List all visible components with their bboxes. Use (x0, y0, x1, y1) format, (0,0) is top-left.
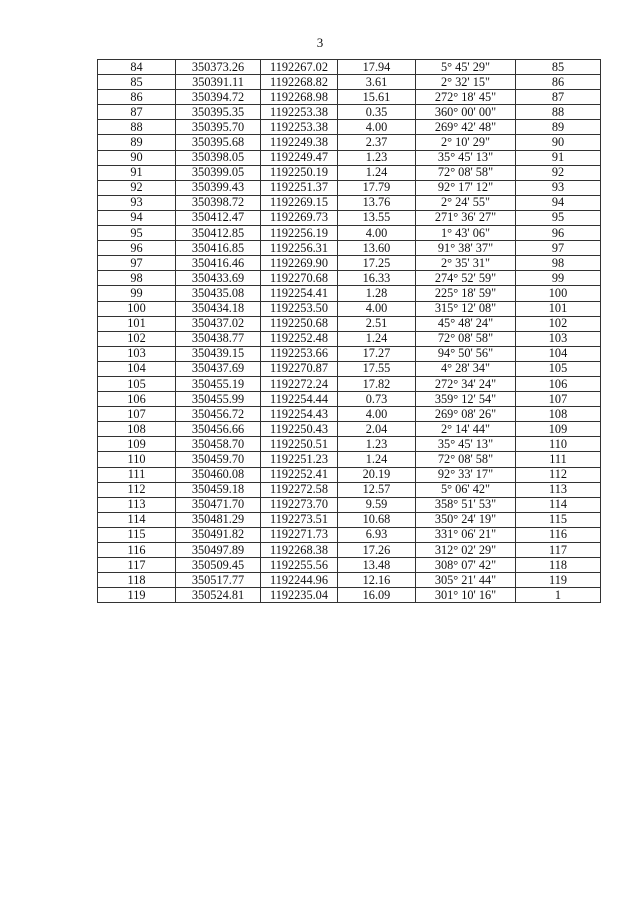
distance-cell: 4.00 (338, 120, 416, 135)
x-coordinate-cell: 350455.19 (176, 376, 261, 391)
point-number-cell: 113 (98, 497, 176, 512)
point-number-cell: 91 (98, 165, 176, 180)
y-coordinate-cell: 1192235.04 (261, 588, 338, 603)
point-number-cell: 95 (98, 226, 176, 241)
distance-cell: 13.55 (338, 210, 416, 225)
table-row (98, 60, 601, 75)
table-row (98, 376, 601, 391)
x-coordinate-cell: 350412.85 (176, 226, 261, 241)
bearing-cell: 308° 07' 42" (416, 558, 516, 573)
point-number-cell: 111 (98, 467, 176, 482)
table-row (98, 407, 601, 422)
distance-cell: 13.60 (338, 241, 416, 256)
distance-cell: 1.24 (338, 331, 416, 346)
next-point-cell: 90 (516, 135, 601, 150)
distance-cell: 4.00 (338, 226, 416, 241)
table-row (98, 301, 601, 316)
x-coordinate-cell: 350437.02 (176, 316, 261, 331)
point-number-cell: 103 (98, 346, 176, 361)
table-row (98, 482, 601, 497)
y-coordinate-cell: 1192251.37 (261, 180, 338, 195)
bearing-cell: 272° 34' 24" (416, 376, 516, 391)
next-point-cell: 99 (516, 271, 601, 286)
table-row (98, 150, 601, 165)
point-number-cell: 116 (98, 543, 176, 558)
bearing-cell: 72° 08' 58" (416, 165, 516, 180)
next-point-cell: 118 (516, 558, 601, 573)
bearing-cell: 92° 33' 17" (416, 467, 516, 482)
distance-cell: 17.94 (338, 60, 416, 75)
point-number-cell: 119 (98, 588, 176, 603)
distance-cell: 17.79 (338, 180, 416, 195)
bearing-cell: 45° 48' 24" (416, 316, 516, 331)
next-point-cell: 94 (516, 195, 601, 210)
next-point-cell: 108 (516, 407, 601, 422)
distance-cell: 10.68 (338, 512, 416, 527)
point-number-cell: 89 (98, 135, 176, 150)
table-row (98, 105, 601, 120)
y-coordinate-cell: 1192251.23 (261, 452, 338, 467)
distance-cell: 6.93 (338, 527, 416, 542)
bearing-cell: 305° 21' 44" (416, 573, 516, 588)
y-coordinate-cell: 1192269.90 (261, 256, 338, 271)
table-row (98, 180, 601, 195)
y-coordinate-cell: 1192256.19 (261, 226, 338, 241)
bearing-cell: 331° 06' 21" (416, 527, 516, 542)
bearing-cell: 35° 45' 13" (416, 150, 516, 165)
bearing-cell: 269° 08' 26" (416, 407, 516, 422)
distance-cell: 20.19 (338, 467, 416, 482)
table-row (98, 135, 601, 150)
y-coordinate-cell: 1192273.51 (261, 512, 338, 527)
table-row (98, 316, 601, 331)
bearing-cell: 94° 50' 56" (416, 346, 516, 361)
table-row (98, 226, 601, 241)
distance-cell: 13.76 (338, 195, 416, 210)
y-coordinate-cell: 1192253.38 (261, 105, 338, 120)
point-number-cell: 118 (98, 573, 176, 588)
table-row (98, 512, 601, 527)
table-row (98, 392, 601, 407)
table-row (98, 90, 601, 105)
distance-cell: 17.26 (338, 543, 416, 558)
y-coordinate-cell: 1192253.38 (261, 120, 338, 135)
x-coordinate-cell: 350491.82 (176, 527, 261, 542)
x-coordinate-cell: 350373.26 (176, 60, 261, 75)
x-coordinate-cell: 350416.85 (176, 241, 261, 256)
table-row (98, 588, 601, 603)
distance-cell: 17.27 (338, 346, 416, 361)
bearing-cell: 315° 12' 08" (416, 301, 516, 316)
x-coordinate-cell: 350395.68 (176, 135, 261, 150)
next-point-cell: 119 (516, 573, 601, 588)
next-point-cell: 92 (516, 165, 601, 180)
distance-cell: 1.24 (338, 452, 416, 467)
distance-cell: 0.35 (338, 105, 416, 120)
bearing-cell: 225° 18' 59" (416, 286, 516, 301)
y-coordinate-cell: 1192252.48 (261, 331, 338, 346)
table-row (98, 346, 601, 361)
table-row (98, 437, 601, 452)
table-row (98, 527, 601, 542)
point-number-cell: 96 (98, 241, 176, 256)
point-number-cell: 110 (98, 452, 176, 467)
point-number-cell: 104 (98, 361, 176, 376)
point-number-cell: 100 (98, 301, 176, 316)
bearing-cell: 91° 38' 37" (416, 241, 516, 256)
y-coordinate-cell: 1192271.73 (261, 527, 338, 542)
point-number-cell: 85 (98, 75, 176, 90)
point-number-cell: 101 (98, 316, 176, 331)
table-row (98, 573, 601, 588)
bearing-cell: 5° 06' 42" (416, 482, 516, 497)
next-point-cell: 112 (516, 467, 601, 482)
bearing-cell: 72° 08' 58" (416, 452, 516, 467)
next-point-cell: 101 (516, 301, 601, 316)
bearing-cell: 301° 10' 16" (416, 588, 516, 603)
x-coordinate-cell: 350412.47 (176, 210, 261, 225)
distance-cell: 12.57 (338, 482, 416, 497)
distance-cell: 9.59 (338, 497, 416, 512)
bearing-cell: 1° 43' 06" (416, 226, 516, 241)
table-row (98, 422, 601, 437)
point-number-cell: 105 (98, 376, 176, 391)
y-coordinate-cell: 1192270.68 (261, 271, 338, 286)
x-coordinate-cell: 350416.46 (176, 256, 261, 271)
x-coordinate-cell: 350456.72 (176, 407, 261, 422)
bearing-cell: 360° 00' 00" (416, 105, 516, 120)
bearing-cell: 358° 51' 53" (416, 497, 516, 512)
distance-cell: 2.51 (338, 316, 416, 331)
next-point-cell: 87 (516, 90, 601, 105)
table-row (98, 271, 601, 286)
x-coordinate-cell: 350439.15 (176, 346, 261, 361)
y-coordinate-cell: 1192273.70 (261, 497, 338, 512)
distance-cell: 16.33 (338, 271, 416, 286)
point-number-cell: 84 (98, 60, 176, 75)
distance-cell: 17.25 (338, 256, 416, 271)
y-coordinate-cell: 1192256.31 (261, 241, 338, 256)
x-coordinate-cell: 350459.70 (176, 452, 261, 467)
next-point-cell: 102 (516, 316, 601, 331)
table-row (98, 256, 601, 271)
point-number-cell: 102 (98, 331, 176, 346)
point-number-cell: 97 (98, 256, 176, 271)
table-row (98, 210, 601, 225)
x-coordinate-cell: 350434.18 (176, 301, 261, 316)
x-coordinate-cell: 350456.66 (176, 422, 261, 437)
next-point-cell: 95 (516, 210, 601, 225)
point-number-cell: 88 (98, 120, 176, 135)
next-point-cell: 111 (516, 452, 601, 467)
x-coordinate-cell: 350459.18 (176, 482, 261, 497)
x-coordinate-cell: 350399.43 (176, 180, 261, 195)
x-coordinate-cell: 350395.70 (176, 120, 261, 135)
x-coordinate-cell: 350433.69 (176, 271, 261, 286)
distance-cell: 17.55 (338, 361, 416, 376)
bearing-cell: 4° 28' 34" (416, 361, 516, 376)
next-point-cell: 86 (516, 75, 601, 90)
point-number-cell: 107 (98, 407, 176, 422)
next-point-cell: 85 (516, 60, 601, 75)
next-point-cell: 93 (516, 180, 601, 195)
x-coordinate-cell: 350435.08 (176, 286, 261, 301)
y-coordinate-cell: 1192272.58 (261, 482, 338, 497)
next-point-cell: 98 (516, 256, 601, 271)
point-number-cell: 90 (98, 150, 176, 165)
x-coordinate-cell: 350458.70 (176, 437, 261, 452)
y-coordinate-cell: 1192268.98 (261, 90, 338, 105)
table-row (98, 165, 601, 180)
bearing-cell: 2° 35' 31" (416, 256, 516, 271)
distance-cell: 2.04 (338, 422, 416, 437)
next-point-cell: 117 (516, 543, 601, 558)
bearing-cell: 2° 32' 15" (416, 75, 516, 90)
y-coordinate-cell: 1192269.15 (261, 195, 338, 210)
next-point-cell: 91 (516, 150, 601, 165)
table-row (98, 558, 601, 573)
x-coordinate-cell: 350497.89 (176, 543, 261, 558)
y-coordinate-cell: 1192272.24 (261, 376, 338, 391)
bearing-cell: 2° 14' 44" (416, 422, 516, 437)
table-row (98, 361, 601, 376)
point-number-cell: 92 (98, 180, 176, 195)
distance-cell: 16.09 (338, 588, 416, 603)
bearing-cell: 35° 45' 13" (416, 437, 516, 452)
point-number-cell: 87 (98, 105, 176, 120)
x-coordinate-cell: 350524.81 (176, 588, 261, 603)
bearing-cell: 92° 17' 12" (416, 180, 516, 195)
y-coordinate-cell: 1192250.43 (261, 422, 338, 437)
distance-cell: 1.23 (338, 150, 416, 165)
y-coordinate-cell: 1192267.02 (261, 60, 338, 75)
point-number-cell: 99 (98, 286, 176, 301)
x-coordinate-cell: 350398.72 (176, 195, 261, 210)
next-point-cell: 88 (516, 105, 601, 120)
bearing-cell: 359° 12' 54" (416, 392, 516, 407)
y-coordinate-cell: 1192268.82 (261, 75, 338, 90)
next-point-cell: 114 (516, 497, 601, 512)
table-body (98, 60, 601, 603)
bearing-cell: 5° 45' 29" (416, 60, 516, 75)
distance-cell: 15.61 (338, 90, 416, 105)
next-point-cell: 113 (516, 482, 601, 497)
distance-cell: 3.61 (338, 75, 416, 90)
table-row (98, 75, 601, 90)
distance-cell: 1.24 (338, 165, 416, 180)
distance-cell: 1.28 (338, 286, 416, 301)
table-row (98, 241, 601, 256)
x-coordinate-cell: 350455.99 (176, 392, 261, 407)
y-coordinate-cell: 1192249.38 (261, 135, 338, 150)
y-coordinate-cell: 1192254.44 (261, 392, 338, 407)
point-number-cell: 115 (98, 527, 176, 542)
coordinates-table-container (97, 59, 600, 603)
distance-cell: 4.00 (338, 301, 416, 316)
page-number: 3 (316, 35, 324, 50)
y-coordinate-cell: 1192269.73 (261, 210, 338, 225)
y-coordinate-cell: 1192244.96 (261, 573, 338, 588)
x-coordinate-cell: 350509.45 (176, 558, 261, 573)
next-point-cell: 110 (516, 437, 601, 452)
point-number-cell: 86 (98, 90, 176, 105)
bearing-cell: 269° 42' 48" (416, 120, 516, 135)
bearing-cell: 271° 36' 27" (416, 210, 516, 225)
next-point-cell: 107 (516, 392, 601, 407)
y-coordinate-cell: 1192254.43 (261, 407, 338, 422)
bearing-cell: 350° 24' 19" (416, 512, 516, 527)
bearing-cell: 2° 10' 29" (416, 135, 516, 150)
y-coordinate-cell: 1192249.47 (261, 150, 338, 165)
next-point-cell: 100 (516, 286, 601, 301)
x-coordinate-cell: 350460.08 (176, 467, 261, 482)
y-coordinate-cell: 1192252.41 (261, 467, 338, 482)
y-coordinate-cell: 1192255.56 (261, 558, 338, 573)
point-number-cell: 98 (98, 271, 176, 286)
y-coordinate-cell: 1192270.87 (261, 361, 338, 376)
table-row (98, 467, 601, 482)
next-point-cell: 1 (516, 588, 601, 603)
point-number-cell: 94 (98, 210, 176, 225)
table-row (98, 120, 601, 135)
y-coordinate-cell: 1192250.51 (261, 437, 338, 452)
point-number-cell: 112 (98, 482, 176, 497)
table-row (98, 497, 601, 512)
x-coordinate-cell: 350517.77 (176, 573, 261, 588)
next-point-cell: 109 (516, 422, 601, 437)
y-coordinate-cell: 1192253.50 (261, 301, 338, 316)
x-coordinate-cell: 350481.29 (176, 512, 261, 527)
distance-cell: 0.73 (338, 392, 416, 407)
bearing-cell: 272° 18' 45" (416, 90, 516, 105)
distance-cell: 17.82 (338, 376, 416, 391)
point-number-cell: 108 (98, 422, 176, 437)
bearing-cell: 2° 24' 55" (416, 195, 516, 210)
next-point-cell: 103 (516, 331, 601, 346)
point-number-cell: 106 (98, 392, 176, 407)
distance-cell: 1.23 (338, 437, 416, 452)
y-coordinate-cell: 1192253.66 (261, 346, 338, 361)
distance-cell: 4.00 (338, 407, 416, 422)
coordinates-table (97, 59, 601, 603)
x-coordinate-cell: 350471.70 (176, 497, 261, 512)
next-point-cell: 96 (516, 226, 601, 241)
next-point-cell: 115 (516, 512, 601, 527)
bearing-cell: 312° 02' 29" (416, 543, 516, 558)
x-coordinate-cell: 350437.69 (176, 361, 261, 376)
point-number-cell: 114 (98, 512, 176, 527)
point-number-cell: 93 (98, 195, 176, 210)
x-coordinate-cell: 350395.35 (176, 105, 261, 120)
table-row (98, 331, 601, 346)
next-point-cell: 104 (516, 346, 601, 361)
x-coordinate-cell: 350391.11 (176, 75, 261, 90)
bearing-cell: 72° 08' 58" (416, 331, 516, 346)
x-coordinate-cell: 350399.05 (176, 165, 261, 180)
y-coordinate-cell: 1192254.41 (261, 286, 338, 301)
x-coordinate-cell: 350398.05 (176, 150, 261, 165)
next-point-cell: 105 (516, 361, 601, 376)
bearing-cell: 274° 52' 59" (416, 271, 516, 286)
table-row (98, 452, 601, 467)
table-row (98, 286, 601, 301)
distance-cell: 12.16 (338, 573, 416, 588)
distance-cell: 13.48 (338, 558, 416, 573)
y-coordinate-cell: 1192250.68 (261, 316, 338, 331)
x-coordinate-cell: 350394.72 (176, 90, 261, 105)
table-row (98, 543, 601, 558)
y-coordinate-cell: 1192250.19 (261, 165, 338, 180)
next-point-cell: 116 (516, 527, 601, 542)
table-row (98, 195, 601, 210)
next-point-cell: 89 (516, 120, 601, 135)
next-point-cell: 97 (516, 241, 601, 256)
y-coordinate-cell: 1192268.38 (261, 543, 338, 558)
distance-cell: 2.37 (338, 135, 416, 150)
next-point-cell: 106 (516, 376, 601, 391)
x-coordinate-cell: 350438.77 (176, 331, 261, 346)
point-number-cell: 109 (98, 437, 176, 452)
point-number-cell: 117 (98, 558, 176, 573)
